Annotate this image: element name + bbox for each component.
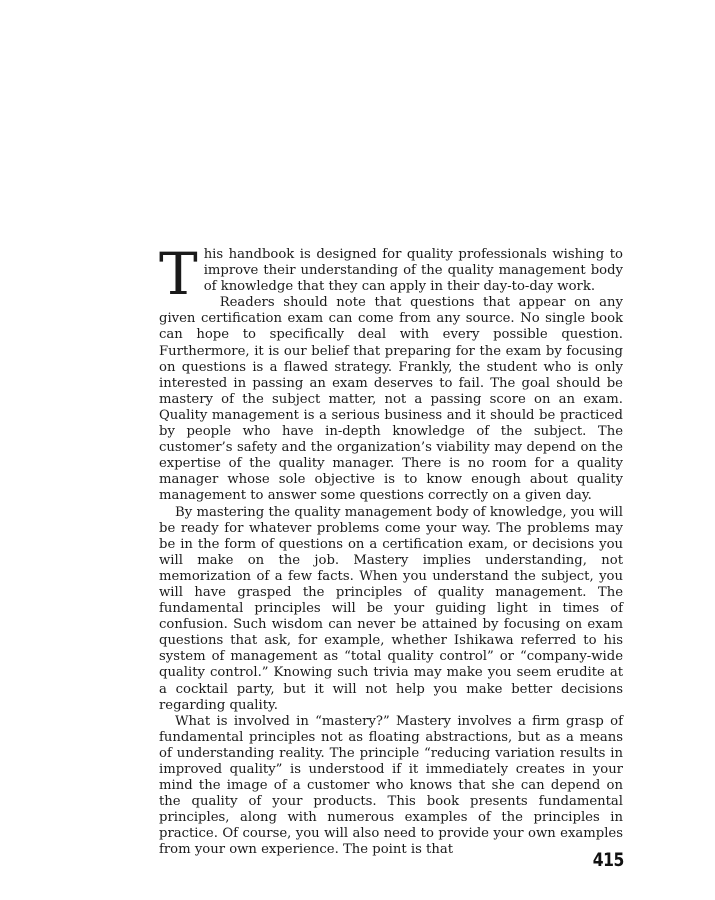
paragraph-1 xyxy=(159,240,623,308)
page-number: 415 xyxy=(592,849,624,871)
body-text xyxy=(159,240,623,859)
drop-cap: T xyxy=(159,240,198,308)
paragraph-3: By mastering the quality management body of knowledge, you will be ready for whatever problems come your way. The problems may be in the form of questions on a certification exam, or decisions you will make on the job. Mastery implies understanding, not memorization of a few facts. When you understand the subject, you will have grasped the principles of quality management. The fundamental principles will be your guiding light in times of confusion. Such wisdom can never be attained by focusing on exam questions that ask, for example, whether Ishikawa referred to his system of management as “total quality control” or “company-wide quality control.” Knowing such trivia may make you seem erudite at a cocktail party, but it will not help you make better decisions regarding quality. xyxy=(159,504,623,713)
paragraph-4: What is involved in “mastery?” Mastery involves a firm grasp of fundamental principles not as floating abstractions, but as a means of understanding reality. The principle “reducing variation results in improved quality” is understood if it immediately creates in your mind the image of a customer who knows that she can depend on the quality of your products. This book presents fundamental principles, along with numerous examples of the principles in practice. Of course, you will also need to provide your own examples from your own experience. The point is that xyxy=(159,713,623,858)
paragraph-1-text: his handbook is designed for quality professionals wishing to improve their understanding of the quality management body of knowledge that they can apply in their day-to-day work. xyxy=(203,247,623,295)
paragraph-2: Readers should note that questions that appear on any given certification exam can come from any source. No single book can hope to specifically deal with every possible question. Furthermore, it is our belief that preparing for the exam by focusing on questions is a flawed strategy. Frankly, the student who is only interested in passing an exam deserves to fail. The goal should be mastery of the subject matter, not a passing score on an exam. Quality management is a serious business and it should be practiced by people who have in-depth knowledge of the subject. The customer’s safety and the organization’s viability may depend on the expertise of the quality manager. There is no room for a quality manager whose sole objective is to know enough about quality management to answer some questions correctly on a given day. xyxy=(159,295,623,504)
